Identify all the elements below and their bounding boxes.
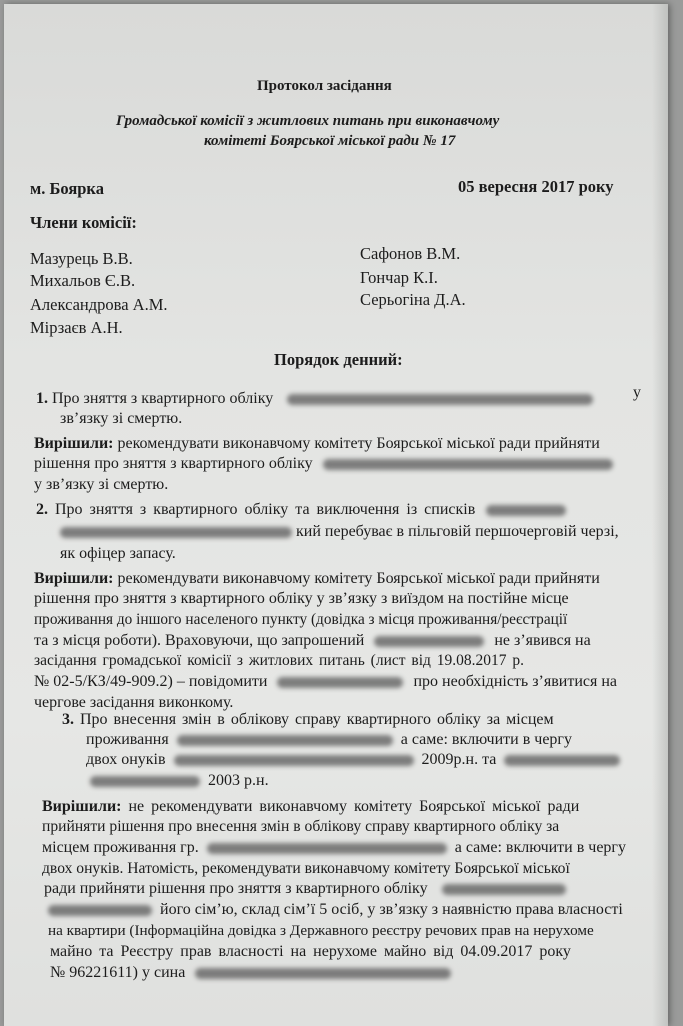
member-right: Серьогіна Д.А.	[360, 290, 466, 309]
decision-text-part: а саме: включити в чергу	[454, 839, 626, 856]
item-text-part: двох онуків	[86, 751, 166, 768]
decision-text-part: та з місця роботи). Враховуючи, що запрошений	[34, 632, 365, 649]
member-right: Гончар К.І.	[360, 268, 438, 287]
redaction-mark	[323, 459, 613, 470]
redaction-mark	[48, 905, 152, 916]
redaction-mark	[177, 735, 393, 746]
decision-text	[34, 632, 591, 650]
decision-text: проживання до іншого населеного пункту (довідка з місця проживання/реєстрації	[34, 611, 568, 628]
redaction-mark	[277, 677, 403, 688]
redaction-mark	[90, 776, 200, 787]
item-text-part: а саме: включити в чергу	[400, 731, 572, 748]
decision-text	[34, 455, 613, 473]
item-text: як офіцер запасу.	[60, 545, 176, 562]
item-text	[86, 731, 572, 749]
item-text-part: 2009р.н. та	[421, 751, 497, 768]
item-number: 3.	[62, 711, 74, 728]
item-text-part: кий перебуває в пільговій першочерговій черзі,	[296, 523, 619, 540]
agenda-heading: Порядок денний:	[274, 350, 403, 369]
item-text	[60, 523, 619, 541]
decision-text: рішення про зняття з квартирного обліку у зв’язку з виїздом на постійне місце	[34, 590, 569, 607]
decision-text: прийняти рішення про внесення змін в облікову справу квартирного обліку за	[42, 818, 560, 835]
item-number: 1.	[36, 390, 48, 407]
document-subtitle-line-2: комітеті Боярської міської ради № 17	[204, 133, 456, 149]
member-left: Мазурець В.В.	[30, 249, 133, 268]
agenda-item-1	[36, 390, 593, 408]
item-text: Про внесення змін в облікову справу квартирного обліку за місцем	[80, 711, 554, 728]
item-text: Про зняття з квартирного обліку та виключення із списків	[55, 501, 476, 518]
date: 05 вересня 2017 року	[458, 177, 614, 196]
redaction-mark	[60, 527, 292, 538]
decision-text-part: місцем проживання гр.	[42, 839, 199, 856]
item-text: зв’язку зі смертю.	[60, 410, 183, 427]
document-page	[4, 4, 668, 1026]
item-text-part: проживання	[86, 731, 169, 748]
decision-text: у зв’язку зі смертю.	[34, 476, 169, 493]
decision-text-part: його сім’ю, склад сім’ї 5 осіб, у зв’язку з наявністю права власності	[160, 901, 623, 918]
decision-text	[42, 839, 626, 857]
decision-text: рекомендувати виконавчому комітету Боярської міської ради прийняти	[117, 435, 600, 452]
decision-text-part: № 02-5/КЗ/49-909.2) – повідомити	[34, 673, 268, 690]
members-heading: Члени комісії:	[30, 213, 137, 232]
agenda-item-3	[62, 711, 554, 729]
decision-text: засідання громадської комісії з житлових питань (лист від 19.08.2017 р.	[34, 652, 525, 669]
redaction-mark	[174, 755, 414, 766]
member-right: Сафонов В.М.	[360, 244, 461, 263]
decision-text	[44, 880, 566, 898]
redaction-mark	[442, 884, 566, 895]
redaction-mark	[374, 636, 484, 647]
document-subtitle-line-1: Громадської комісії з житлових питань при виконавчому	[116, 113, 500, 129]
redaction-mark	[195, 968, 451, 979]
decided-label: Вирішили:	[34, 570, 114, 587]
decision-text-part: не з’явився на	[494, 632, 591, 649]
agenda-item-2	[36, 501, 566, 519]
decision-text: не рекомендувати виконавчому комітету Боярської міської ради	[128, 798, 580, 815]
decision-text	[48, 901, 623, 919]
decision-1	[34, 435, 600, 453]
decided-label: Вирішили:	[34, 435, 114, 452]
redaction-mark	[504, 755, 620, 766]
item-text	[90, 772, 269, 790]
decision-text-part: про необхідність з’явитися на	[413, 673, 618, 690]
redaction-mark	[207, 843, 447, 854]
decision-3	[42, 798, 579, 816]
member-left: Мірзаєв А.Н.	[30, 318, 123, 337]
member-left: Александрова А.М.	[30, 295, 168, 314]
redaction-mark	[287, 394, 593, 405]
document-title: Протокол засідання	[257, 78, 392, 94]
item-text: у	[633, 384, 641, 401]
city: м. Боярка	[30, 179, 104, 198]
decision-text: чергове засідання виконкому.	[34, 694, 234, 711]
decision-text-part: ради прийняти рішення про зняття з квартирного обліку	[44, 880, 428, 897]
decided-label: Вирішили:	[42, 798, 122, 815]
decision-text: на квартири (Інформаційна довідка з Державного реєстру речових прав на нерухоме	[48, 922, 594, 939]
item-text	[86, 751, 620, 769]
decision-text: двох онуків. Натомість, рекомендувати виконавчому комітету Боярської міської	[42, 860, 570, 877]
decision-text-part: рішення про зняття з квартирного обліку	[34, 455, 313, 472]
decision-text: рекомендувати виконавчому комітету Боярської міської ради прийняти	[117, 570, 600, 587]
decision-text	[50, 964, 451, 982]
decision-text: майно та Реєстру прав власності на нерухоме майно від 04.09.2017 року	[50, 943, 571, 960]
decision-2	[34, 570, 600, 588]
item-text: Про зняття з квартирного обліку	[52, 390, 274, 407]
item-text-part: 2003 р.н.	[208, 772, 269, 789]
decision-text	[34, 673, 617, 691]
member-left: Михальов Є.В.	[30, 271, 136, 290]
item-number: 2.	[36, 501, 48, 518]
decision-text-part: № 96221611) у сина	[50, 964, 186, 981]
redaction-mark	[486, 505, 566, 516]
